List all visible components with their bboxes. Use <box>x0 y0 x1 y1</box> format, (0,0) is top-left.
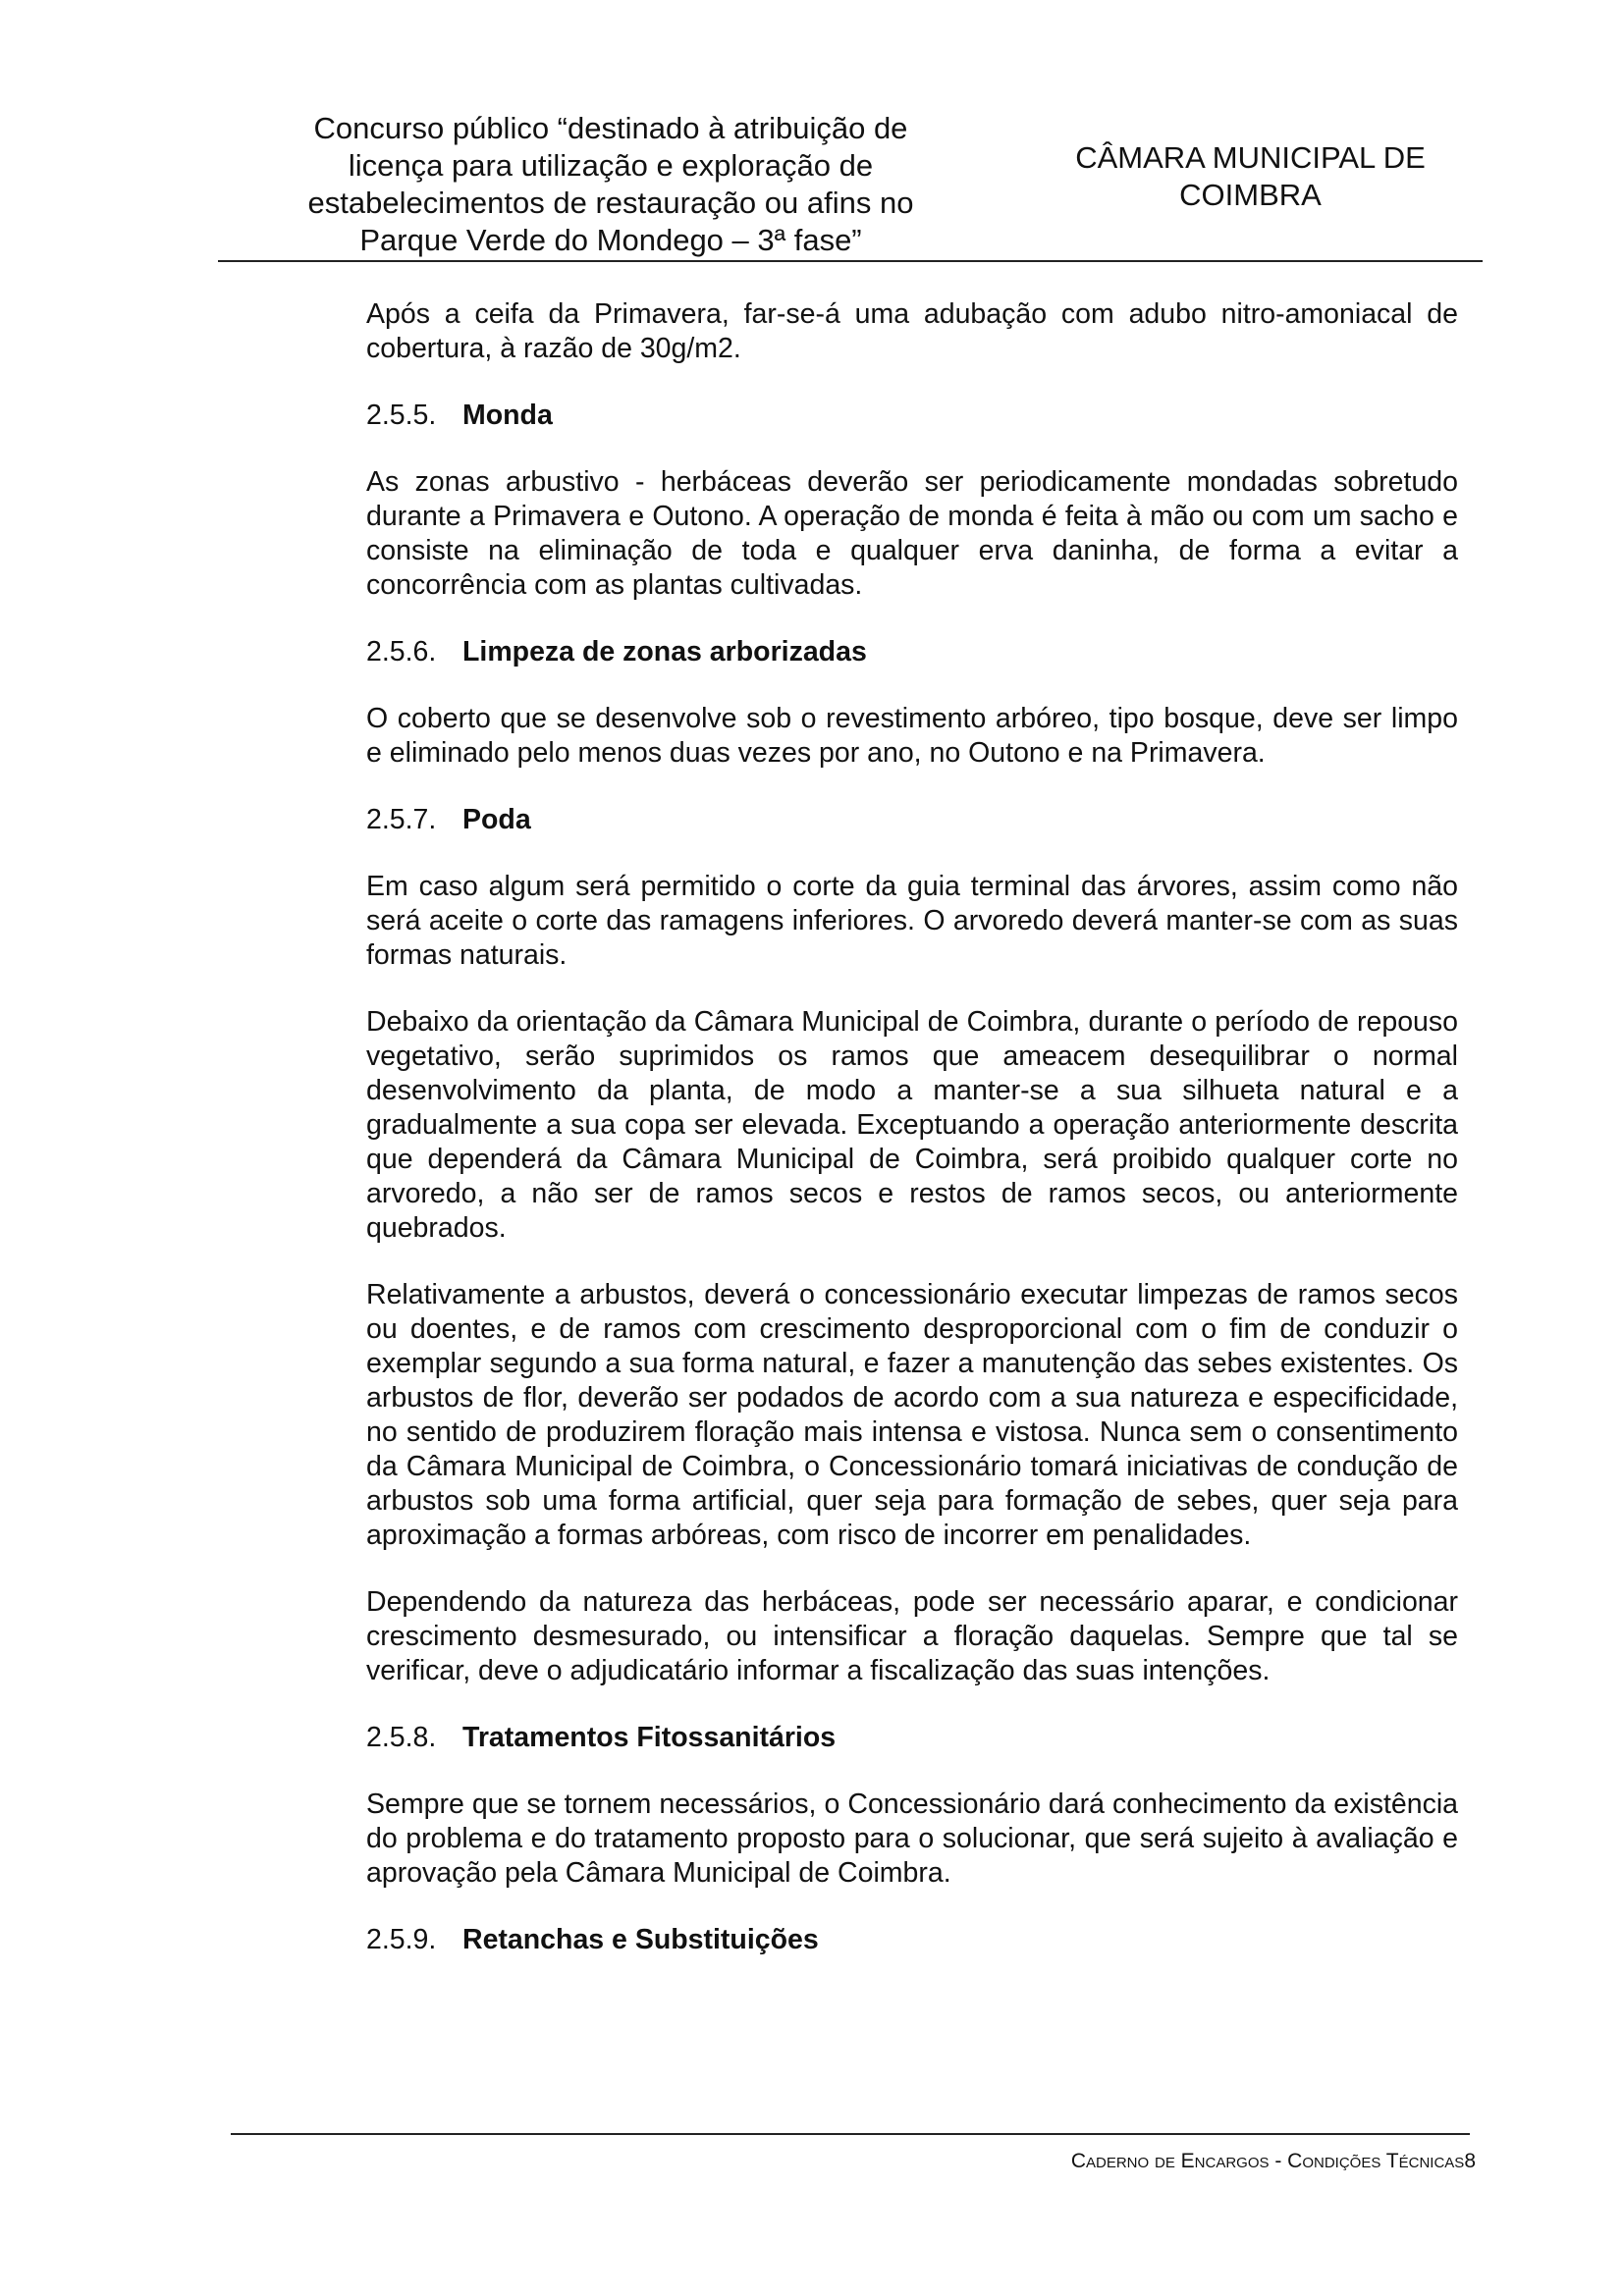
section-number: 2.5.5. <box>366 400 437 431</box>
page-header <box>218 110 1483 260</box>
section-heading-2-5-5 <box>366 399 1458 433</box>
intro-paragraph: Após a ceifa da Primavera, far-se-á uma adubação com adubo nitro-amoniacal de cobertura, à razão de 30g/m2. <box>366 298 1458 364</box>
document-body <box>366 297 1458 1990</box>
paragraph: Dependendo da natureza das herbáceas, pode ser necessário aparar, e condicionar crescimento desmesurado, ou intensificar a floração daquelas. Sempre que tal se verificar, deve o adjudicatário informar a fiscalização das suas intenções. <box>366 1586 1458 1686</box>
section-heading-2-5-6 <box>366 635 1458 669</box>
page-number: 8 <box>1464 2150 1476 2172</box>
section-number: 2.5.7. <box>366 804 437 835</box>
section-title: Monda <box>462 400 553 431</box>
section-title: Limpeza de zonas arborizadas <box>462 636 867 667</box>
section-number: 2.5.6. <box>366 636 437 667</box>
paragraph: O coberto que se desenvolve sob o revestimento arbóreo, tipo bosque, deve ser limpo e eliminado pelo menos duas vezes por ano, no Outono e na Primavera. <box>366 703 1458 769</box>
footer-divider <box>231 2133 1470 2135</box>
section-title: Retanchas e Substituições <box>462 1924 819 1955</box>
section-title: Poda <box>462 804 531 835</box>
paragraph: Sempre que se tornem necessários, o Concessionário dará conhecimento da existência do problema e do tratamento proposto para o solucionar, que será sujeito à avaliação e aprovação pela Câmara Municipal de Coimbra. <box>366 1789 1458 1889</box>
paragraph: As zonas arbustivo - herbáceas deverão ser periodicamente mondadas sobretudo durante a Primavera e Outono. A operação de monda é feita à mão ou com um sacho e consiste na eliminação de toda e qualquer erva daninha, de forma a evitar a concorrência com as plantas cultivadas. <box>366 466 1458 601</box>
header-divider <box>218 260 1483 262</box>
paragraph: Em caso algum será permitido o corte da guia terminal das árvores, assim como não será aceite o corte das ramagens inferiores. O arvoredo deverá manter-se com as suas formas naturais. <box>366 871 1458 971</box>
municipality-name: CÂMARA MUNICIPAL DE COIMBRA <box>1075 140 1426 212</box>
section-heading-2-5-7 <box>366 803 1458 837</box>
section-title: Tratamentos Fitossanitários <box>462 1722 837 1753</box>
footer-label: Caderno de Encargos - Condições Técnicas <box>1070 2150 1465 2172</box>
section-heading-2-5-8 <box>366 1721 1458 1755</box>
section-heading-2-5-9 <box>366 1923 1458 1957</box>
paragraph: Relativamente a arbustos, deverá o concessionário executar limpezas de ramos secos ou doentes, e de ramos com crescimento desproporcional com o fim de conduzir o exemplar segundo a sua forma natural, e fazer a manutenção das sebes existentes. Os arbustos de flor, deverão ser podados de acordo com a sua natureza e especificidade, no sentido de produzirem floração mais intensa e vistosa. Nunca sem o consentimento da Câmara Municipal de Coimbra, o Concessionário tomará iniciativas de condução de arbustos sob uma forma artificial, quer seja para formação de sebes, quer seja para aproximação a formas arbóreas, com risco de incorrer em penalidades. <box>366 1279 1458 1551</box>
page-footer <box>1071 2149 1476 2174</box>
contest-title: Concurso público “destinado à atribuição de licença para utilização e exploração de estabelecimentos de restauração ou afins no Parque Verde do Mondego – 3ª fase” <box>307 111 914 257</box>
paragraph: Debaixo da orientação da Câmara Municipal de Coimbra, durante o período de repouso vegetativo, serão suprimidos os ramos que ameacem desequilibrar o normal desenvolvimento da planta, de modo a manter-se a sua silhueta natural e a gradualmente a sua copa ser elevada. Exceptuando a operação anteriormente descrita que dependerá da Câmara Municipal de Coimbra, será proibido qualquer corte no arvoredo, a não ser de ramos secos e restos de ramos secos, ou anteriormente quebrados. <box>366 1006 1458 1244</box>
section-number: 2.5.9. <box>366 1924 437 1955</box>
section-number: 2.5.8. <box>366 1722 437 1753</box>
